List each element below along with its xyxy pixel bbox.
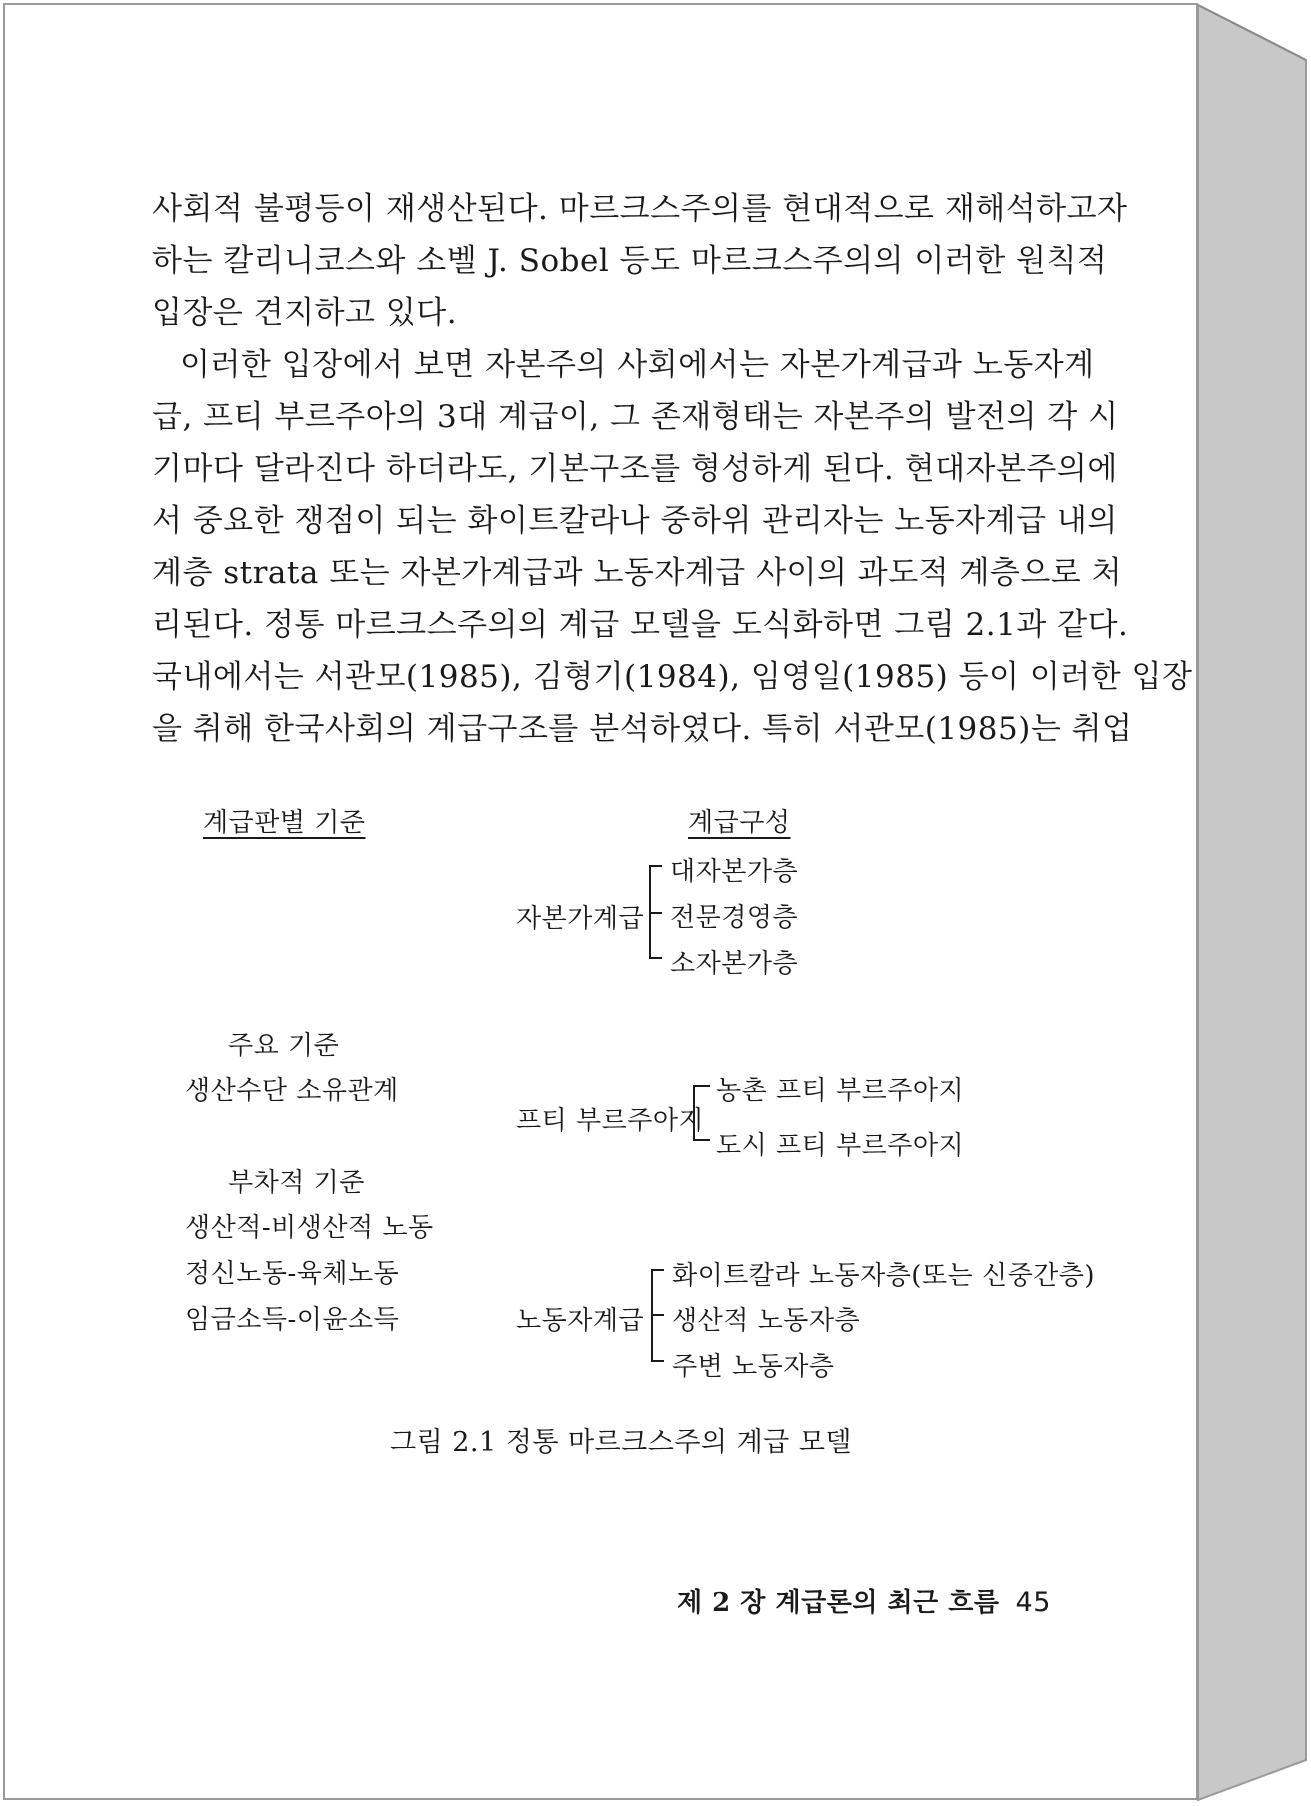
chapter-title: 제 2 장 계급론의 최근 흐름 bbox=[677, 1588, 1000, 1618]
class-name: 프티 부르주아지 bbox=[516, 1106, 705, 1136]
sub-criteria-item: 임금소득-이윤소득 bbox=[185, 1305, 400, 1335]
main-criteria-title: 주요 기준 bbox=[228, 1031, 340, 1061]
stratum: 주변 노동자층 bbox=[672, 1352, 835, 1382]
stratum: 대자본가층 bbox=[670, 857, 799, 887]
text-line: 국내에서는 서관모(1985), 김형기(1984), 임영일(1985) 등이 이러한 입장 bbox=[152, 659, 1193, 695]
stratum: 화이트칼라 노동자층(또는 신중간층) bbox=[672, 1261, 1096, 1291]
figure-caption: 그림 2.1 정통 마르크스주의 계급 모델 bbox=[390, 1427, 852, 1458]
left-header: 계급판별 기준 bbox=[203, 808, 366, 838]
text-line: 사회적 불평등이 재생산된다. 마르크스주의를 현대적으로 재해석하고자 bbox=[152, 191, 1128, 227]
page-footer bbox=[677, 1582, 1051, 1619]
main-criteria: 생산수단 소유관계 bbox=[185, 1076, 399, 1106]
text-line: 기마다 달라진다 하더라도, 기본구조를 형성하게 된다. 현대자본주의에 bbox=[152, 451, 1118, 487]
stratum: 도시 프티 부르주아지 bbox=[716, 1131, 965, 1161]
class-name: 자본가계급 bbox=[516, 904, 645, 934]
sub-criteria-item: 정신노동-육체노동 bbox=[185, 1259, 400, 1289]
text-line: 입장은 견지하고 있다. bbox=[152, 295, 458, 331]
page-number: 45 bbox=[1015, 1587, 1051, 1618]
class-name: 노동자계급 bbox=[516, 1306, 645, 1336]
sub-criteria-title: 부차적 기준 bbox=[228, 1168, 365, 1198]
text-line: 이러한 입장에서 보면 자본주의 사회에서는 자본가계급과 노동자계 bbox=[180, 347, 1095, 383]
sub-criteria-item: 생산적-비생산적 노동 bbox=[185, 1213, 434, 1243]
stratum: 농촌 프티 부르주아지 bbox=[716, 1076, 965, 1106]
bracket-petty bbox=[694, 1086, 710, 1140]
stratum: 생산적 노동자층 bbox=[672, 1306, 861, 1336]
right-header: 계급구성 bbox=[688, 808, 791, 838]
text-line: 급, 프티 부르주아의 3대 계급이, 그 존재형태는 자본주의 발전의 각 시 bbox=[152, 399, 1119, 435]
text-line: 리된다. 정통 마르크스주의의 계급 모델을 도식화하면 그림 2.1과 같다. bbox=[152, 607, 1129, 643]
text-line: 을 취해 한국사회의 계급구조를 분석하였다. 특히 서관모(1985)는 취업 bbox=[152, 711, 1133, 747]
text-line: 계층 strata 또는 자본가계급과 노동자계급 사이의 과도적 계층으로 처 bbox=[152, 555, 1123, 591]
stratum: 전문경영층 bbox=[670, 903, 799, 933]
text-line: 하는 칼리니코스와 소벨 J. Sobel 등도 마르크스주의의 이러한 원칙적 bbox=[152, 243, 1108, 279]
text-line: 서 중요한 쟁점이 되는 화이트칼라나 중하위 관리자는 노동자계급 내의 bbox=[152, 503, 1118, 539]
stratum: 소자본가층 bbox=[670, 949, 799, 979]
